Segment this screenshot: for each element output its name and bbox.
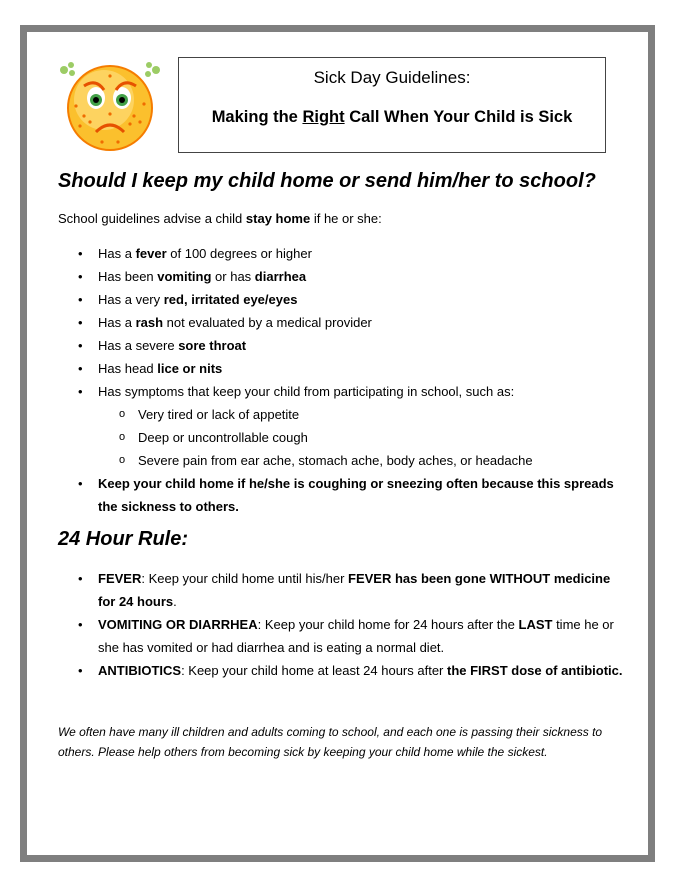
list-item xyxy=(58,334,628,357)
text: Has head xyxy=(98,361,158,376)
text: Has symptoms that keep your child from participating in school, such as: xyxy=(98,384,515,399)
bold-text: red, irritated eye/eyes xyxy=(163,292,298,307)
text: Has a xyxy=(98,246,136,261)
bold-text: lice or nits xyxy=(157,361,223,376)
sick-face-icon xyxy=(56,56,166,156)
list-item xyxy=(58,567,628,613)
bold-text: vomiting xyxy=(157,269,212,284)
subtitle-underlined: Right xyxy=(302,108,345,126)
sub-item-text: Very tired or lack of appetite xyxy=(138,407,300,422)
text: time he or she has vomited or had diarrhea and is eating a normal diet. xyxy=(98,617,614,655)
text: Has a xyxy=(98,315,136,330)
bold-text: fever xyxy=(135,246,167,261)
bullet-icon: • xyxy=(78,269,83,284)
text: or has xyxy=(211,269,255,284)
sub-list-item xyxy=(98,426,628,449)
circle-bullet-icon: o xyxy=(119,408,126,420)
bold-text: the FIRST dose of antibiotic. xyxy=(447,663,623,678)
list-item xyxy=(58,472,628,518)
list-item xyxy=(58,265,628,288)
list-item xyxy=(58,380,628,472)
text: : Keep your child home at least 24 hours after xyxy=(181,663,447,678)
bold-text: FEVER xyxy=(98,571,142,586)
bold-text: ANTIBIOTICS xyxy=(98,663,182,678)
list-item xyxy=(58,659,628,682)
section-heading-24-hour-rule: 24 Hour Rule: xyxy=(58,528,189,550)
bold-text: diarrhea xyxy=(254,269,307,284)
circle-bullet-icon: o xyxy=(119,431,126,443)
page-subtitle xyxy=(179,108,605,127)
bullet-icon: • xyxy=(78,315,83,330)
bullet-icon: • xyxy=(78,338,83,353)
text: Has a severe xyxy=(98,338,179,353)
page-title: Sick Day Guidelines: xyxy=(313,68,471,87)
sub-list-item xyxy=(98,403,628,426)
text: Has been xyxy=(98,269,158,284)
text: of 100 degrees or higher xyxy=(166,246,312,261)
symptom-list xyxy=(58,242,628,518)
text: School guidelines advise a child xyxy=(58,211,246,226)
bold-text: FEVER has been gone WITHOUT medicine for 24 hours xyxy=(98,571,611,609)
bullet-icon: • xyxy=(78,476,83,491)
bullet-icon: • xyxy=(78,246,83,261)
bullet-icon: • xyxy=(78,617,83,632)
subtitle-text: Making the xyxy=(211,108,303,126)
bullet-icon: • xyxy=(78,292,83,307)
list-item xyxy=(58,613,628,659)
bold-text: stay home xyxy=(245,211,311,226)
text: Has a very xyxy=(98,292,164,307)
section-heading-keep-home: Should I keep my child home or send him/her to school? xyxy=(58,170,596,192)
sub-list-item xyxy=(98,449,628,472)
list-item xyxy=(58,357,628,380)
list-item xyxy=(58,288,628,311)
list-item xyxy=(58,311,628,334)
subtitle-text: Call When Your Child is Sick xyxy=(344,108,573,126)
text: not evaluated by a medical provider xyxy=(163,315,372,330)
sub-list xyxy=(98,403,628,472)
list-item xyxy=(58,242,628,265)
closing-note: We often have many ill children and adults coming to school, and each one is passing their sickness to others. Please help others from becoming sick by keeping your child home while the sickest. xyxy=(58,725,603,759)
circle-bullet-icon: o xyxy=(119,454,126,466)
text: : Keep your child home for 24 hours after the xyxy=(257,617,519,632)
bullet-icon: • xyxy=(78,571,83,586)
bold-text: Keep your child home if he/she is coughing or sneezing often because this spreads the sickness to others. xyxy=(98,476,614,514)
title-box xyxy=(178,57,606,153)
bold-text: VOMITING OR DIARRHEA xyxy=(98,617,258,632)
sub-item-text: Severe pain from ear ache, stomach ache, body aches, or headache xyxy=(138,453,533,468)
text: . xyxy=(173,594,177,609)
bullet-icon: • xyxy=(78,361,83,376)
bullet-icon: • xyxy=(78,384,83,399)
bullet-icon: • xyxy=(78,663,83,678)
bold-text: sore throat xyxy=(178,338,247,353)
text: : Keep your child home until his/her xyxy=(141,571,349,586)
sub-item-text: Deep or uncontrollable cough xyxy=(138,430,308,445)
bold-text: rash xyxy=(135,315,164,330)
text: if he or she: xyxy=(310,211,382,226)
intro-text xyxy=(58,211,382,226)
rule-list xyxy=(58,567,628,682)
bold-text: LAST xyxy=(518,617,553,632)
